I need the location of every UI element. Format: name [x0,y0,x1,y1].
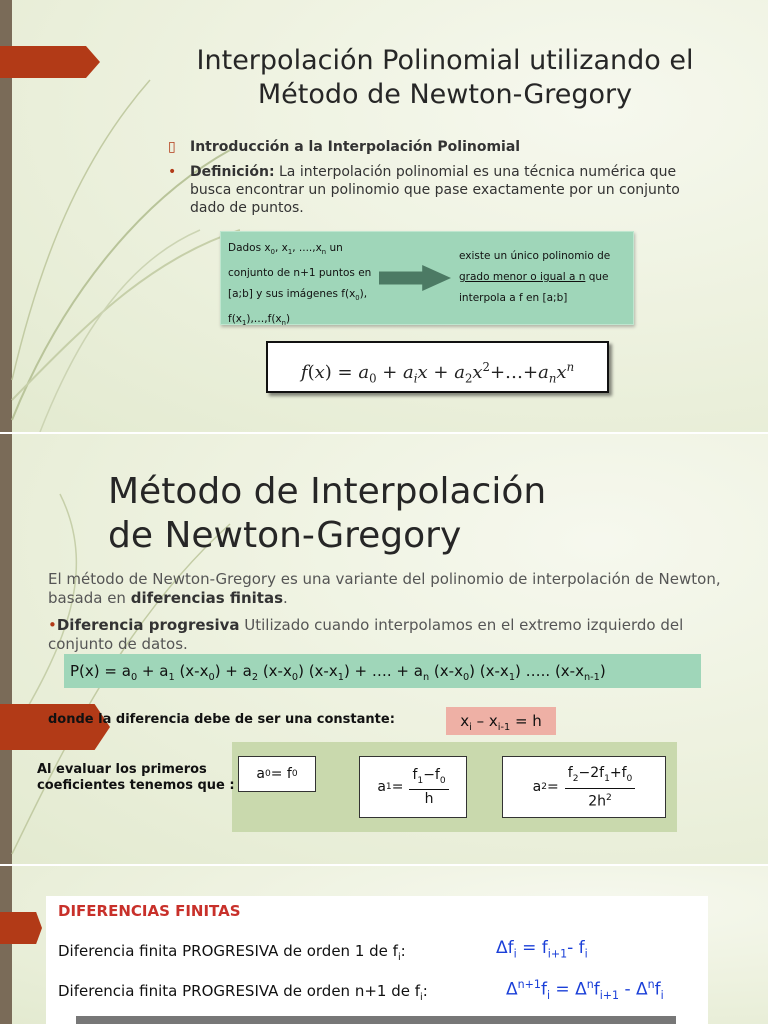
definition-text: La interpolación polinomial es una técnica numérica que busca encontrar un polinomio que pase exactamente por un conjunto dado de puntos. [190,164,680,216]
progressive-text: Utilizado cuando interpolamos en el extremo izquierdo del conjunto de datos. [48,616,684,653]
definition-label: Definición: [190,164,275,180]
theorem-box [220,231,634,328]
bullet-dot-icon: • [48,616,57,634]
step-size-formula: $x_i - x_{i-1} = h$ [446,707,556,735]
coefficient-a0: a 0 = f 0 [238,756,316,792]
slide-title: Interpolación Polinomial utilizando el Método de Newton-Gregory [196,45,694,110]
intro-paragraph: El método de Newton-Gregory es una variante del polinomio de interpolación de Newton, basada en diferencias finitas. [48,570,721,607]
bullet-intro-text: Introducción a la Interpolación Polinomial [190,139,521,155]
theorem-premise: Dados $x_0$, $x_1$, $....,x_n$ un conjunto de n+1 puntos en [a;b] y sus imágenes $f(x_0)$, $f(x_1),\dots,f(x_n)$ [228,242,372,328]
title-line-1: Método de Interpolación [108,471,547,512]
coefficient-a1: a 1 = $\frac{f_1-f_0}{h}$ [359,756,467,818]
newton-polynomial-formula: $P(x) = a_0 + a_1$ $(x-x_0) + a_2$ $(x-x_0) (x-x_1)$ + …. + $a_n$ $(x-x_0)$ $(x-x_1)$ ….. $(x-x_{n-1})$ [64,654,701,688]
coefficient-a2: a 2 = $\frac{f_2-2f_1+f_0}{2h^2}$ [502,756,666,818]
slide-title [108,470,546,558]
cropped-image-strip [76,1016,676,1024]
bullet-marker-icon: ▯ [168,139,176,155]
progressive-label: Diferencia progresiva [56,616,240,634]
slide-3 [0,866,768,1024]
right-arrow-icon [379,265,451,291]
coefficients-panel [232,742,677,832]
order-1-label: Diferencia finita PROGRESIVA de orden 1 de $f_i$: [58,942,406,963]
constant-note: donde la diferencia debe de ser una constante: [48,712,395,727]
slide-1 [0,0,768,432]
polynomial-formula: $f(x) = a_0 + a_ix$ + $a_2x^2+\dots+a_nx^n$ [266,341,609,393]
accent-tab [0,46,100,78]
slide-2 [0,434,768,864]
evaluation-note: Al evaluar los primeros coeficientes tenemos que : [37,762,235,793]
order-1-formula: $\Delta f_i = f_{i+1}-$ $f_i$ [496,938,588,961]
finite-differences-panel [46,896,708,1024]
theorem-conclusion: existe un único polinomio de grado menor o igual a n que interpola a f en [a;b] [459,250,611,304]
bullet-definition [168,163,710,217]
bullet-dot-icon: • [168,164,177,180]
accent-tab [0,704,110,750]
order-n1-label: Diferencia finita PROGRESIVA de orden n+1 de $f_i$: [58,982,428,1003]
title-line-2: de Newton-Gregory [108,515,462,556]
left-bar [0,866,12,1024]
order-n1-formula: $\Delta^{n+1}f_i = \Delta^nf_{i+1} - \Delta^nf_i$ [506,978,664,1003]
progressive-bullet [48,616,738,654]
section-title: DIFERENCIAS FINITAS [58,902,241,920]
accent-tab [0,912,42,944]
bullet-intro [168,138,521,156]
